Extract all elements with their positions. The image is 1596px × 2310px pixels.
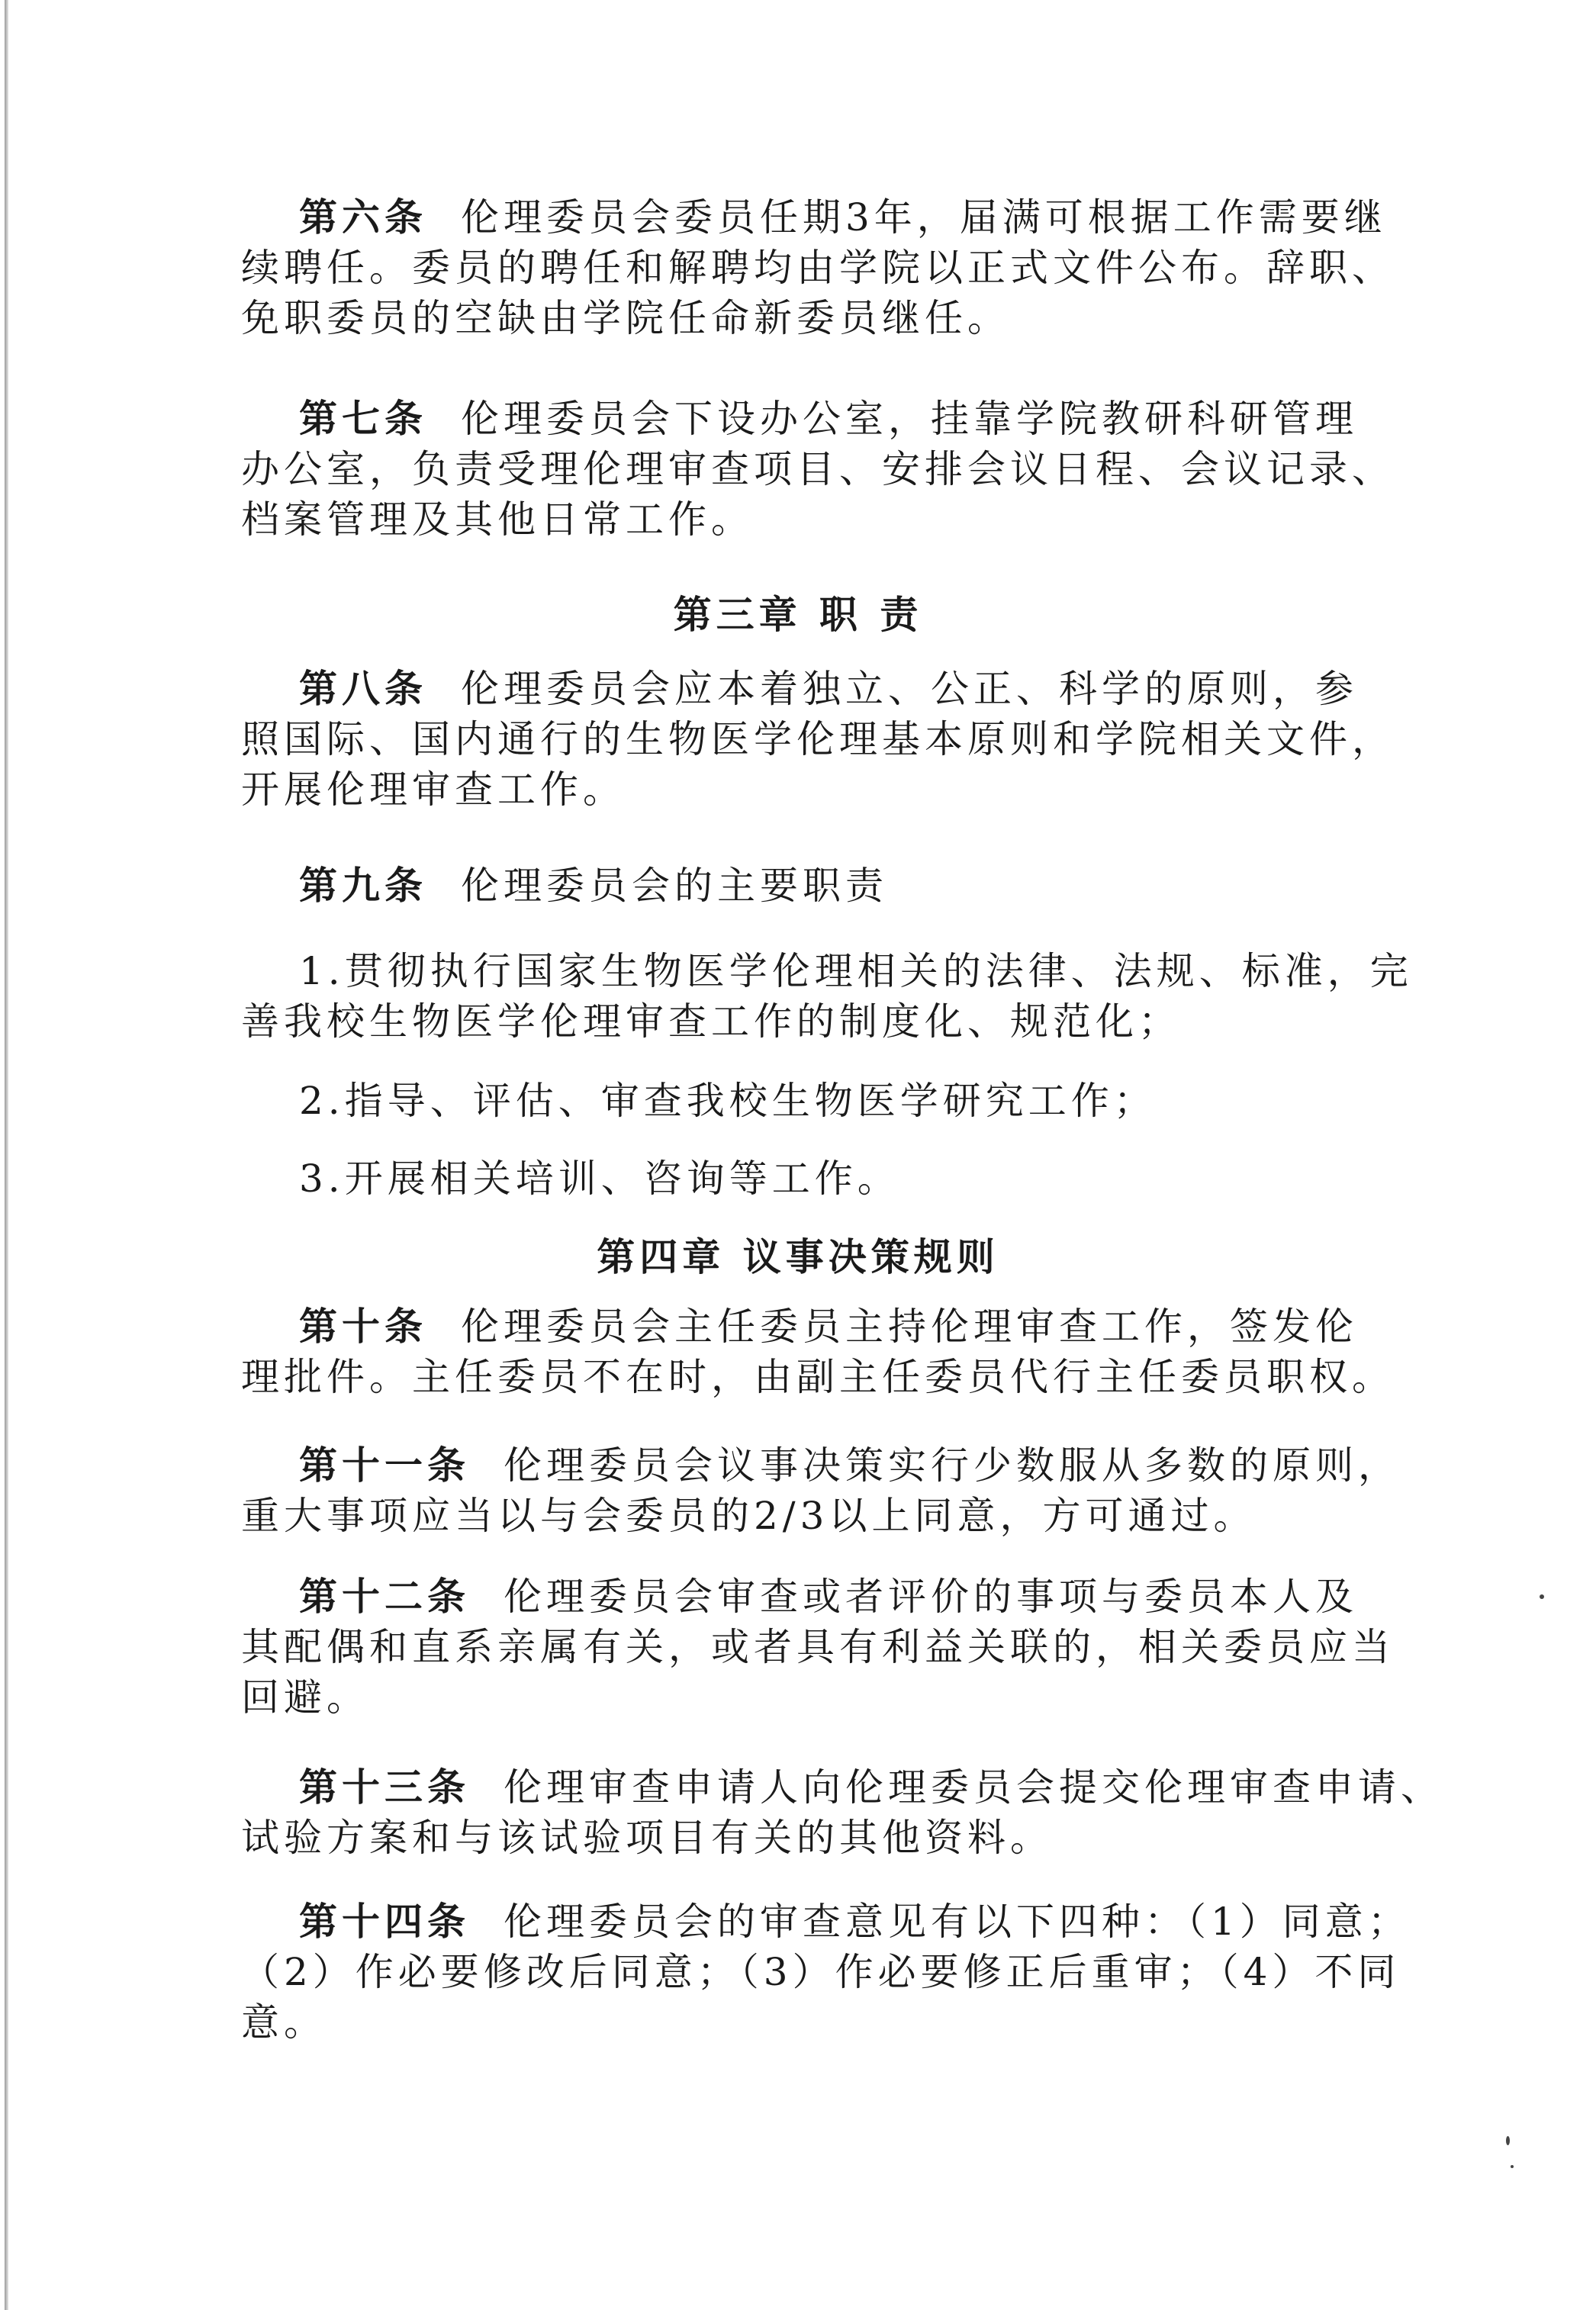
- article-text: 伦理委员会的审查意见有以下四种：（1）同意；: [504, 1900, 1411, 1944]
- article-text: 重大事项应当以与会委员的2/3以上同意，方可通过。: [241, 1494, 1257, 1538]
- article-label: 第十二条: [299, 1574, 470, 1619]
- article-8: [241, 664, 1395, 815]
- article-14: [241, 1897, 1411, 2048]
- article-label: 第十一条: [299, 1443, 470, 1488]
- article-label: 第九条: [299, 863, 427, 908]
- article-text: 伦理委员会委员任期3年，届满可根据工作需要继: [461, 195, 1387, 240]
- scan-speck: [1511, 2165, 1514, 2168]
- article-text: 伦理委员会主任委员主持伦理审查工作，签发伦: [461, 1305, 1358, 1349]
- article-text: 试验方案和与该试验项目有关的其他资料。: [241, 1816, 1053, 1860]
- article-text: 回避。: [241, 1675, 369, 1720]
- article-text: 伦理委员会审查或者评价的事项与委员本人及: [504, 1575, 1358, 1619]
- article-text: 伦理审查申请人向伦理委员会提交伦理审查申请、: [504, 1765, 1443, 1810]
- scan-edge-shadow: [5, 0, 8, 2310]
- article-10: [241, 1301, 1395, 1402]
- article-text: 伦理委员会议事决策实行少数服从多数的原则，: [504, 1443, 1401, 1488]
- item-text: 3.开展相关培训、咨询等工作。: [299, 1157, 900, 1201]
- article-text: 照国际、国内通行的生物医学伦理基本原则和学院相关文件，: [241, 717, 1395, 761]
- article-text: 理批件。主任委员不在时，由副主任委员代行主任委员职权。: [241, 1355, 1395, 1399]
- article-text: （2）作必要修改后同意；（3）作必要修正后重审；（4）不同: [241, 1950, 1401, 1994]
- item-text: 善我校生物医学伦理审查工作的制度化、规范化；: [241, 999, 1181, 1044]
- article-label: 第七条: [299, 396, 427, 441]
- article-12: [241, 1572, 1395, 1723]
- article-text: 档案管理及其他日常工作。: [241, 497, 754, 542]
- article-7: [241, 394, 1395, 545]
- article-text: 开展伦理审查工作。: [241, 767, 626, 812]
- article-text: 伦理委员会应本着独立、公正、科学的原则，参: [461, 667, 1358, 711]
- chapter-4-heading: 第四章 议事决策规则: [597, 1234, 999, 1279]
- article-9: [241, 861, 1370, 911]
- duty-item-1: [241, 946, 1413, 1047]
- item-text: 2.指导、评估、审查我校生物医学研究工作；: [299, 1079, 1157, 1123]
- article-text: 免职委员的空缺由学院任命新委员继任。: [241, 296, 1010, 340]
- article-text: 续聘任。委员的聘任和解聘均由学院以正式文件公布。辞职、: [241, 246, 1395, 290]
- scan-speck: [1540, 1594, 1544, 1599]
- article-text: 意。: [241, 2000, 327, 2045]
- duty-item-2: [241, 1076, 1370, 1126]
- article-label: 第十四条: [299, 1899, 470, 1944]
- article-text: 伦理委员会下设办公室，挂靠学院教研科研管理: [461, 397, 1358, 441]
- chapter-3-heading: 第三章 职 责: [673, 592, 923, 637]
- article-13: [241, 1762, 1443, 1863]
- article-text: 办公室，负责受理伦理审查项目、安排会议日程、会议记录、: [241, 447, 1395, 491]
- article-11: [241, 1440, 1401, 1541]
- article-text: 伦理委员会的主要职责: [461, 864, 888, 908]
- article-label: 第六条: [299, 195, 427, 240]
- article-text: 其配偶和直系亲属有关，或者具有利益关联的，相关委员应当: [241, 1625, 1395, 1669]
- article-6: [241, 192, 1395, 343]
- article-label: 第十三条: [299, 1765, 470, 1810]
- item-text: 1.贯彻执行国家生物医学伦理相关的法律、法规、标准，完: [299, 949, 1413, 993]
- article-label: 第十条: [299, 1304, 427, 1349]
- duty-item-3: [241, 1153, 1370, 1204]
- article-label: 第八条: [299, 666, 427, 711]
- scan-speck: [1506, 2136, 1510, 2145]
